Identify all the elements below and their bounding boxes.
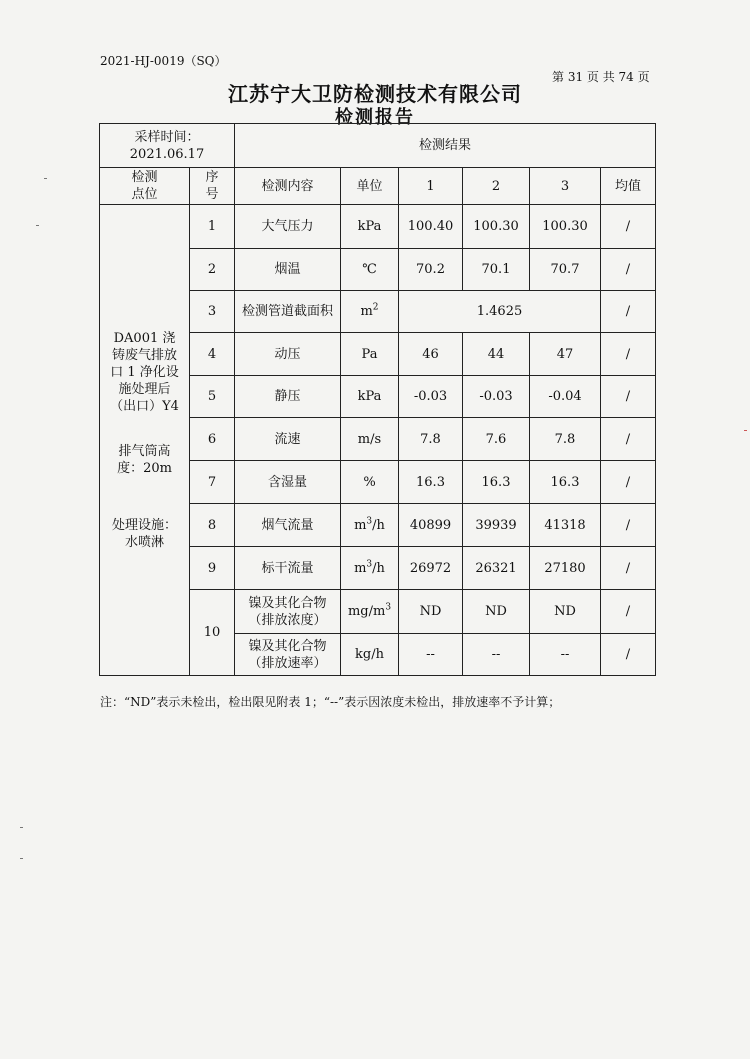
unit-cell: kPa: [341, 376, 399, 418]
value-cell: 26972: [399, 547, 463, 590]
value-cell: -0.03: [399, 376, 463, 418]
value-cell: -0.04: [530, 376, 601, 418]
scan-speck: [36, 225, 39, 226]
item-cell: 烟温: [235, 249, 341, 291]
treatment-facility: 处理设施：水喷淋: [111, 517, 177, 550]
scan-speck: [744, 430, 747, 431]
results-header: 检测结果: [235, 124, 656, 168]
value-cell: 16.3: [530, 461, 601, 504]
seq-cell: 1: [190, 205, 235, 249]
avg-cell: /: [601, 634, 656, 676]
unit-cell: [341, 504, 399, 547]
results-table: [99, 123, 656, 676]
seq-cell: 7: [190, 461, 235, 504]
col-header-seq: [190, 168, 235, 205]
avg-cell: /: [601, 249, 656, 291]
avg-cell: /: [601, 376, 656, 418]
column-header-row: [100, 168, 656, 205]
unit-base: m: [360, 304, 373, 319]
avg-cell: /: [601, 291, 656, 333]
value-cell: 44: [463, 333, 530, 376]
item-text: 检测管道截面积: [241, 304, 333, 319]
item-text: 镍及其化合物（排放浓度）: [248, 595, 327, 628]
value-cell: -0.03: [463, 376, 530, 418]
col-header-r1: 1: [399, 168, 463, 205]
value-cell: 70.1: [463, 249, 530, 291]
unit-cell: Pa: [341, 333, 399, 376]
value-cell: 70.2: [399, 249, 463, 291]
col-header-avg: 均值: [601, 168, 656, 205]
unit-superscript: 3: [366, 516, 373, 527]
value-cell: 16.3: [463, 461, 530, 504]
scan-speck: [20, 858, 23, 859]
seq-cell: 5: [190, 376, 235, 418]
company-name: 江苏宁大卫防检测技术有限公司: [228, 82, 522, 106]
avg-cell: /: [601, 504, 656, 547]
value-cell: 39939: [463, 504, 530, 547]
page-number: 第 31 页 共 74 页: [552, 70, 650, 84]
unit-cell: m/s: [341, 418, 399, 461]
sampling-date: 2021.06.17: [129, 146, 205, 162]
point-name: DA001 浇铸废气排放口 1 净化设施处理后（出口）Y4: [110, 330, 179, 414]
unit-cell: [341, 291, 399, 333]
value-cell: ND: [530, 590, 601, 634]
sampling-time-label: 采样时间：: [134, 129, 200, 145]
item-cell: 大气压力: [235, 205, 341, 249]
value-cell: 41318: [530, 504, 601, 547]
scan-speck: [44, 178, 47, 179]
value-cell: --: [399, 634, 463, 676]
col-header-r3: 3: [530, 168, 601, 205]
unit-cell: [341, 590, 399, 634]
col-header-point: [100, 168, 190, 205]
unit-base: m: [354, 517, 367, 533]
seq-cell: 9: [190, 547, 235, 590]
value-cell: 70.7: [530, 249, 601, 291]
col-header-unit: 单位: [341, 168, 399, 205]
item-cell: 含湿量: [235, 461, 341, 504]
table-top-header-row: [100, 124, 656, 168]
avg-cell: /: [601, 333, 656, 376]
value-cell: 100.30: [530, 205, 601, 249]
value-cell: 7.8: [530, 418, 601, 461]
seq-cell: 10: [190, 590, 235, 676]
value-cell: 46: [399, 333, 463, 376]
value-cell: 40899: [399, 504, 463, 547]
item-cell: [235, 634, 341, 676]
avg-cell: /: [601, 205, 656, 249]
unit-superscript: 3: [366, 559, 373, 570]
item-cell: 烟气流量: [235, 504, 341, 547]
avg-cell: /: [601, 590, 656, 634]
value-cell: 16.3: [399, 461, 463, 504]
value-cell: 27180: [530, 547, 601, 590]
unit-superscript: 3: [385, 602, 392, 613]
unit-cell: kg/h: [341, 634, 399, 676]
item-text: 镍及其化合物（排放速率）: [248, 638, 327, 671]
report-title: 检测报告: [335, 107, 415, 128]
seq-cell: 8: [190, 504, 235, 547]
value-cell: 100.40: [399, 205, 463, 249]
avg-cell: /: [601, 461, 656, 504]
unit-superscript: 2: [372, 302, 379, 313]
unit-tail: /h: [372, 517, 385, 533]
unit-base: mg/m: [347, 604, 386, 619]
seq-cell: 2: [190, 249, 235, 291]
item-cell: 标干流量: [235, 547, 341, 590]
value-cell: 47: [530, 333, 601, 376]
item-cell: 流速: [235, 418, 341, 461]
merged-value-cell: 1.4625: [399, 291, 601, 333]
value-cell: --: [530, 634, 601, 676]
unit-cell: [341, 547, 399, 590]
avg-cell: /: [601, 547, 656, 590]
unit-cell: ℃: [341, 249, 399, 291]
value-cell: ND: [399, 590, 463, 634]
unit-cell: kPa: [341, 205, 399, 249]
col-header-item: 检测内容: [235, 168, 341, 205]
col-header-seq-text: 序号: [205, 170, 219, 202]
seq-cell: 3: [190, 291, 235, 333]
col-header-r2: 2: [463, 168, 530, 205]
avg-cell: /: [601, 418, 656, 461]
value-cell: ND: [463, 590, 530, 634]
value-cell: 100.30: [463, 205, 530, 249]
item-cell: 动压: [235, 333, 341, 376]
col-header-point-text: 检测点位: [131, 170, 158, 202]
unit-base: m: [354, 560, 367, 576]
value-cell: 7.6: [463, 418, 530, 461]
seq-cell: 6: [190, 418, 235, 461]
item-cell: 静压: [235, 376, 341, 418]
sampling-time-cell: [100, 124, 235, 168]
unit-tail: /h: [372, 560, 385, 576]
document-code: 2021-HJ-0019（SQ）: [100, 54, 227, 68]
sampling-point-cell: [100, 205, 190, 676]
item-cell: [235, 291, 341, 333]
scan-speck: [20, 827, 23, 828]
stack-height: 排气筒高度：20m: [117, 443, 172, 476]
value-cell: 7.8: [399, 418, 463, 461]
value-cell: 26321: [463, 547, 530, 590]
value-cell: --: [463, 634, 530, 676]
unit-cell: %: [341, 461, 399, 504]
item-cell: [235, 590, 341, 634]
seq-cell: 4: [190, 333, 235, 376]
table-row: [100, 205, 656, 249]
footnote: 注：“ND”表示未检出，检出限见附表 1；“--”表示因浓度未检出，排放速率不予计算；: [100, 695, 561, 709]
